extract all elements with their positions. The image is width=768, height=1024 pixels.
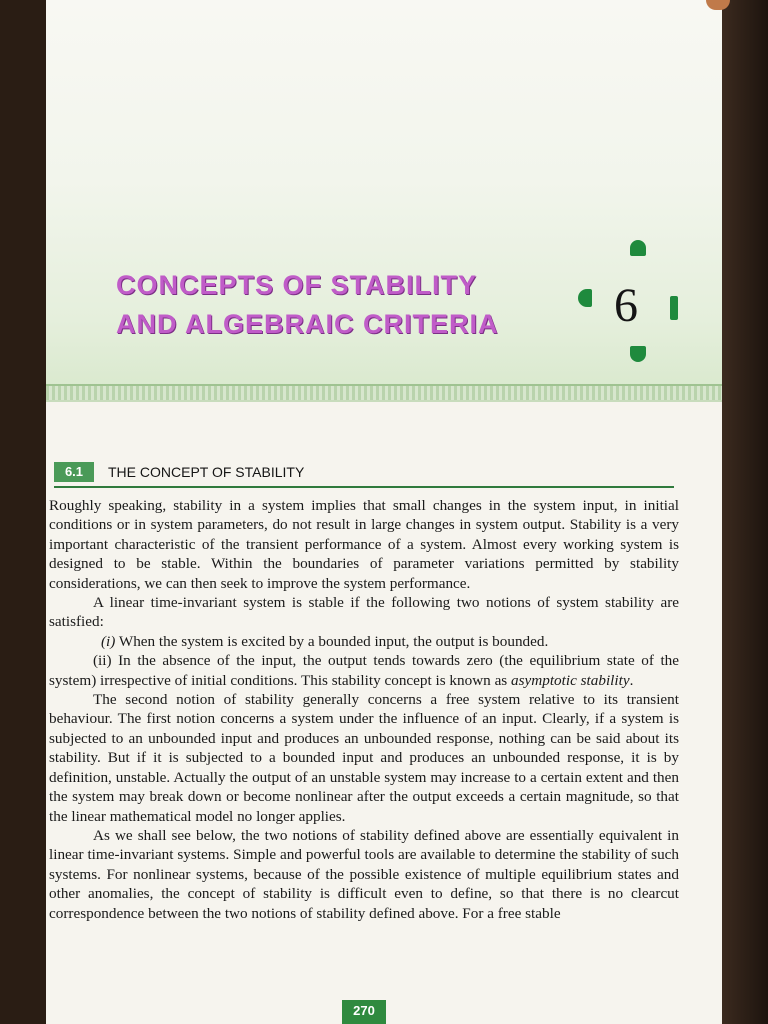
page-edge-shadow bbox=[722, 0, 768, 1024]
list-item-1 bbox=[49, 632, 679, 651]
paragraph-2: A linear time-invariant system is stable if the following two notions of system stability are satisfied: bbox=[49, 594, 679, 631]
section-title: THE CONCEPT OF STABILITY bbox=[108, 464, 305, 480]
badge-dot-bottom-icon bbox=[630, 346, 646, 362]
list-item-1-label: (i) bbox=[101, 632, 116, 650]
chapter-title-line2: AND ALGEBRAIC CRITERIA bbox=[116, 309, 499, 339]
body-text bbox=[49, 496, 679, 923]
asymptotic-stability-term: asymptotic stability bbox=[511, 671, 630, 689]
badge-dot-right-icon bbox=[670, 296, 678, 320]
badge-dot-top-icon bbox=[630, 240, 646, 256]
list-item-2: (ii) In the absence of the input, the output tends towards zero (the equilibrium state of the system) irrespective of initial conditions. This stability concept is known as asymptotic stability. bbox=[49, 652, 680, 689]
section-heading bbox=[54, 460, 674, 488]
header-divider bbox=[46, 384, 722, 402]
page-number: 270 bbox=[342, 1000, 386, 1024]
chapter-title-line1: CONCEPTS OF STABILITY bbox=[116, 270, 478, 300]
list-item-1-text: When the system is excited by a bounded input, the output is bounded. bbox=[118, 632, 549, 650]
list-item-2-text: In the absence of the input, the output tends towards zero (the equilibrium state of the system) irrespective of initial conditions. This stability concept is known as bbox=[49, 652, 680, 689]
paragraph-4: As we shall see below, the two notions of stability defined above are essentially equivalent in linear time-invariant systems. Simple and powerful tools are available to determine the stability of such systems. For nonlinear systems, because of the possible existence of multiple equilibrium states and other anomalies, the concept of stability is difficult even to define, so that there is no clearcut correspondence between the two notions of stability defined above. For a free stable bbox=[49, 826, 679, 922]
badge-dot-left-icon bbox=[578, 289, 592, 307]
chapter-number: 6 bbox=[614, 279, 638, 332]
chapter-title bbox=[116, 266, 499, 344]
paragraph-1: Roughly speaking, stability in a system implies that small changes in the system input, in initial conditions or in system parameters, do not result in large changes in system output. Stability is a very important characteristic of the transient performance of a system. Almost every working system is designed to be stable. Within the boundaries of parameter variations permitted by stability considerations, we can then seek to improve the system performance. bbox=[49, 497, 679, 592]
section-number: 6.1 bbox=[54, 462, 94, 482]
paragraph-3: The second notion of stability generally concerns a free system relative to its transient behaviour. The first notion concerns a system under the influence of an input. Clearly, if a system is subjected to an unbounded input and produces an unbounded response, nothing can be said about its stability. But if it is subjected to a bounded input and produces an unbounded response, it is by definition, unstable. Actually the output of an unstable system may increase to a certain extent and then the system may break down or become nonlinear after the output exceeds a certain magnitude, so that the linear mathematical model no longer applies. bbox=[49, 691, 679, 825]
list-item-2-label: (ii) bbox=[93, 652, 112, 670]
